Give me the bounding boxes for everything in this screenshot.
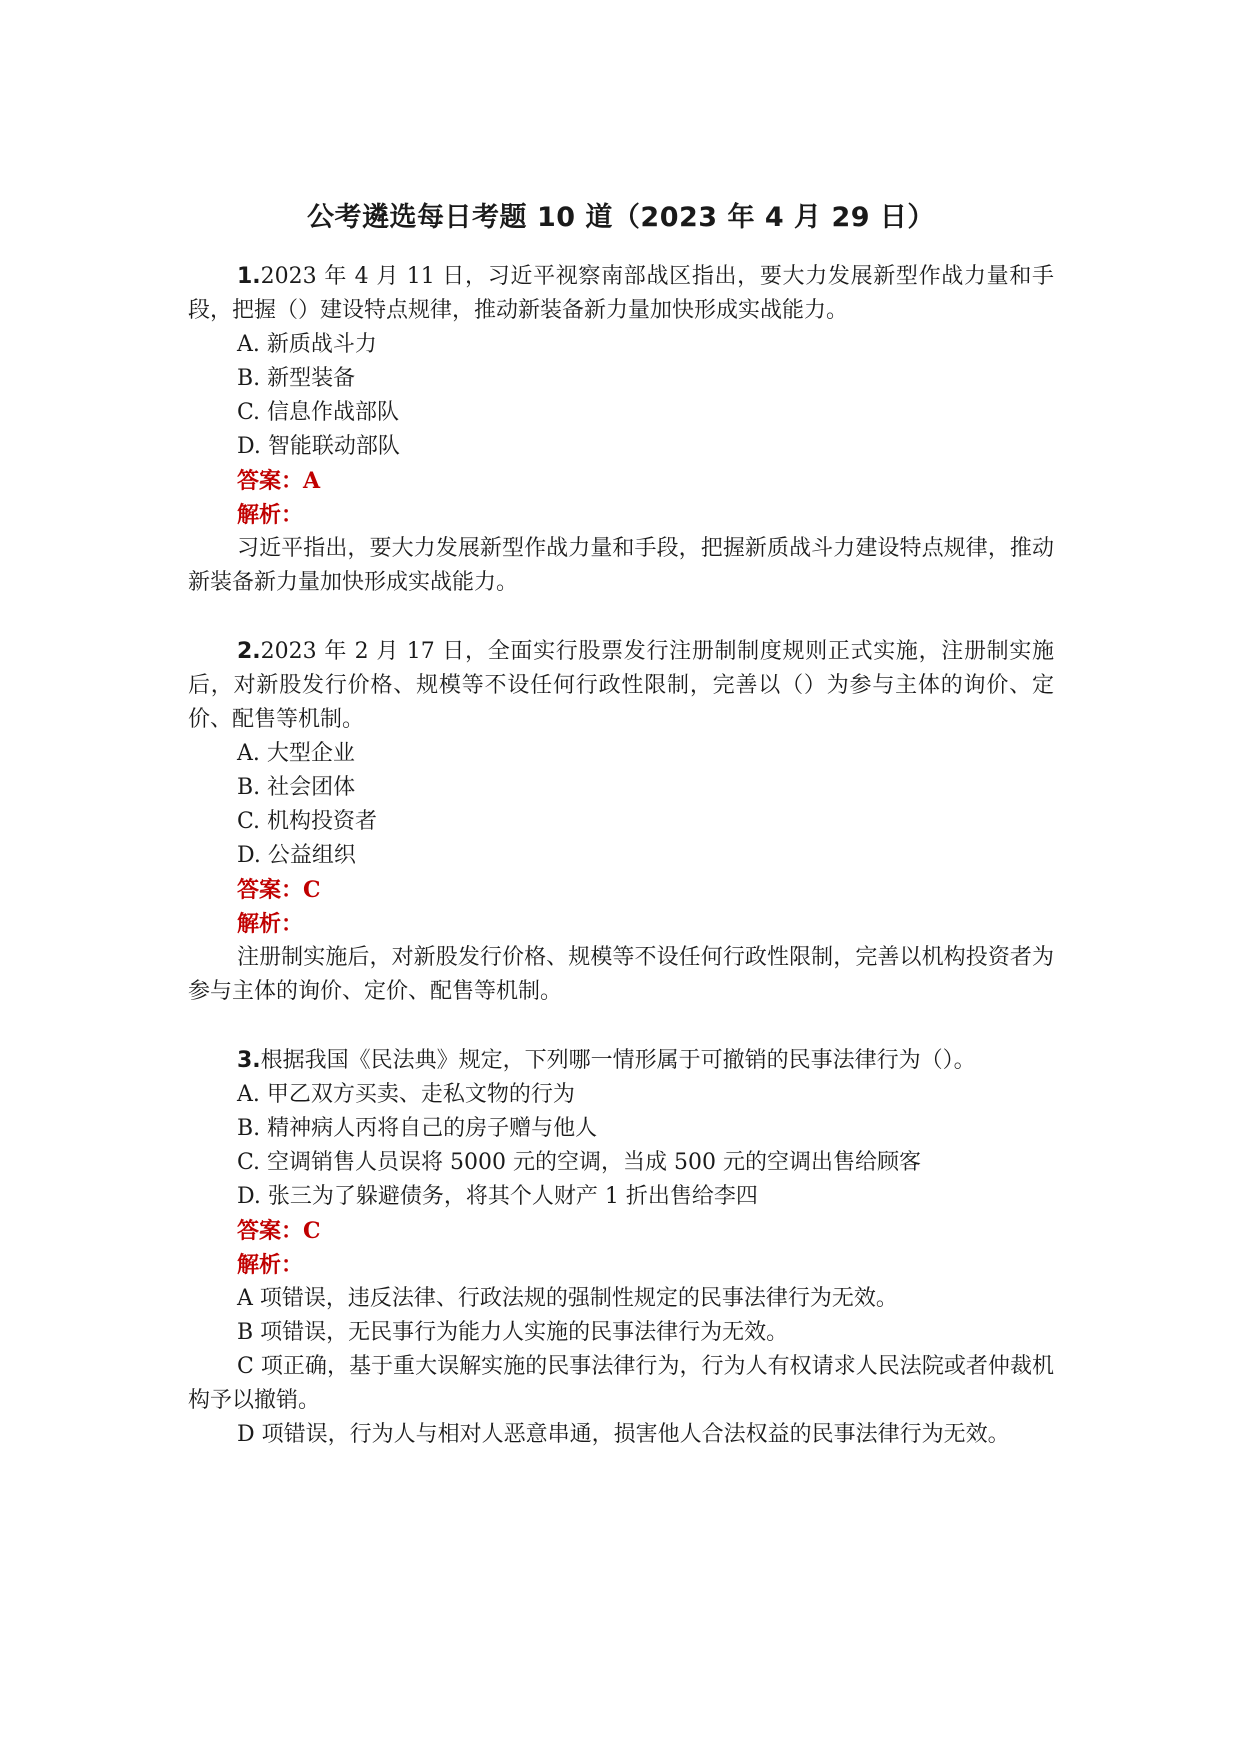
question-text: 2023 年 4 月 11 日，习近平视察南部战区指出，要大力发展新型作战力量和手段，把握（）建设特点规律，推动新装备新力量加快形成实战能力。	[188, 264, 1054, 323]
answer-label: 答案：A	[237, 468, 321, 494]
analysis-text: 注册制实施后，对新股发行价格、规模等不设任何行政性限制，完善以机构投资者为参与主体的询价、定价、配售等机制。	[188, 945, 1054, 1004]
option-a: A. 大型企业	[237, 741, 355, 766]
question-text: 根据我国《民法典》规定，下列哪一情形属于可撤销的民事法律行为（）。	[260, 1048, 976, 1073]
question-number: 1.	[237, 264, 261, 289]
question-stem	[188, 1044, 1054, 1078]
option-d: D. 张三为了躲避债务，将其个人财产 1 折出售给李四	[237, 1184, 758, 1209]
question-3	[188, 1044, 1054, 1452]
option-b: B. 社会团体	[237, 775, 356, 800]
option-c: C. 空调销售人员误将 5000 元的空调，当成 500 元的空调出售给顾客	[237, 1150, 921, 1175]
option-a: A. 甲乙双方买卖、走私文物的行为	[237, 1082, 575, 1107]
option-c: C. 信息作战部队	[237, 400, 400, 425]
question-text: 2023 年 2 月 17 日，全面实行股票发行注册制制度规则正式实施，注册制实施后，对新股发行价格、规模等不设任何行政性限制，完善以（）为参与主体的询价、定价、配售等机制。	[188, 639, 1054, 732]
analysis-label: 解析：	[237, 1252, 304, 1278]
analysis-text: D 项错误，行为人与相对人恶意串通，损害他人合法权益的民事法律行为无效。	[237, 1422, 1010, 1447]
analysis-text: C 项正确，基于重大误解实施的民事法律行为，行为人有权请求人民法院或者仲裁机构予以撤销。	[188, 1354, 1054, 1413]
question-number: 2.	[237, 639, 261, 664]
question-stem	[188, 635, 1054, 737]
document-page	[188, 198, 1054, 1487]
question-1	[188, 260, 1054, 600]
analysis-text: B 项错误，无民事行为能力人实施的民事法律行为无效。	[237, 1320, 789, 1345]
option-b: B. 精神病人丙将自己的房子赠与他人	[237, 1116, 598, 1141]
document-title: 公考遴选每日考题 10 道（2023 年 4 月 29 日）	[307, 202, 935, 233]
option-c: C. 机构投资者	[237, 809, 378, 834]
analysis-label: 解析：	[237, 911, 304, 937]
analysis-label: 解析：	[237, 502, 304, 528]
question-2	[188, 635, 1054, 1009]
option-d: D. 智能联动部队	[237, 434, 400, 459]
option-d: D. 公益组织	[237, 843, 356, 868]
question-stem	[188, 260, 1054, 328]
option-a: A. 新质战斗力	[237, 332, 377, 357]
question-number: 3.	[237, 1048, 261, 1073]
option-b: B. 新型装备	[237, 366, 356, 391]
answer-label: 答案：C	[237, 877, 321, 903]
analysis-text: 习近平指出，要大力发展新型作战力量和手段，把握新质战斗力建设特点规律，推动新装备新力量加快形成实战能力。	[188, 536, 1054, 595]
analysis-text: A 项错误，违反法律、行政法规的强制性规定的民事法律行为无效。	[237, 1286, 898, 1311]
answer-label: 答案：C	[237, 1218, 321, 1244]
